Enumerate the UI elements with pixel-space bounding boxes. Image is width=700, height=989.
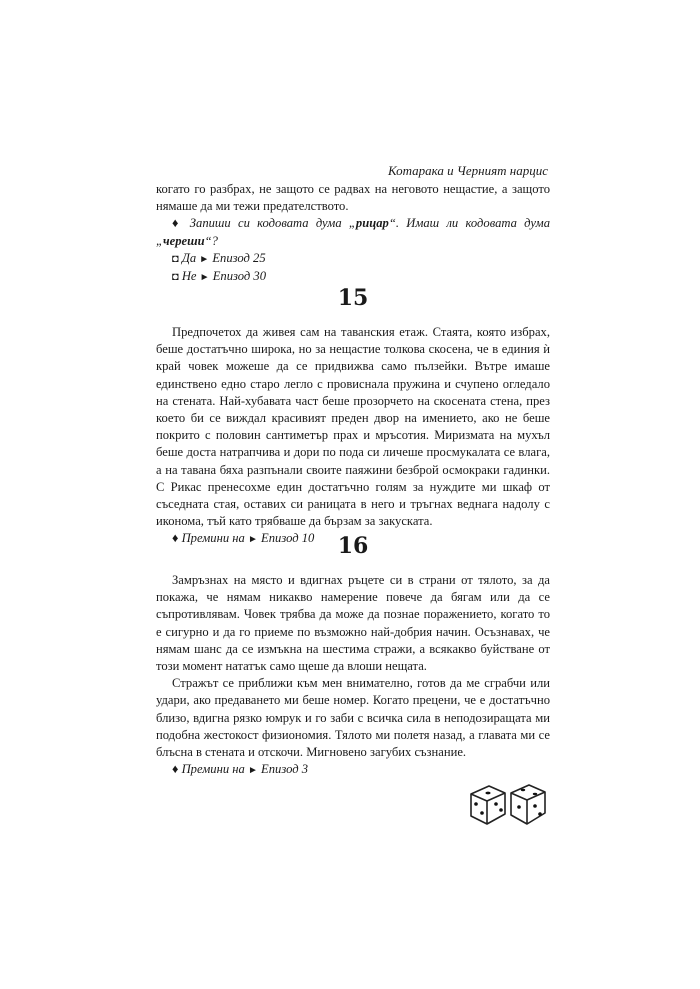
- paragraph-end: когато го разбрах, не защото се радвах на неговото нещастие, а защото нямаше да ми тежи предателството.: [156, 182, 550, 214]
- codeword-instruction: ♦ Запиши си кодовата дума „рицар“. Имаш ли кодовата дума „череши“?: [156, 216, 550, 248]
- episode-16-paragraph-1: Замръзнах на място и вдигнах ръцете си в страни от тялото, за да покажа, че нямам никакво намерение повече да бягам или да се съпротивлявам. Човек трябва да може да познае поражението, когато то е сигурно и да го приеме по възможно най-добрия начин. Осъзнавах, че нямам шанс да се измъкна на шестима стражи, а всякакво буйстване от този момент нататък само щеше да влоши нещата.: [156, 573, 550, 674]
- option-marker-icon: ◘: [172, 271, 179, 284]
- option-yes[interactable]: ◘ Да ► Епизод 25: [172, 250, 266, 265]
- code-word-knight: рицар: [355, 216, 389, 231]
- episode-number-16: 16: [337, 533, 369, 559]
- episode-16-body: [156, 572, 550, 779]
- arrow-right-icon: ►: [199, 253, 210, 265]
- episode-15-goto[interactable]: ♦ Премини на ► Епизод 10: [172, 531, 315, 546]
- option-no[interactable]: ◘ Не ► Епизод 30: [172, 269, 266, 284]
- option-marker-icon: ◘: [172, 252, 179, 265]
- arrow-right-icon: ►: [247, 534, 258, 546]
- arrow-right-icon: ►: [247, 765, 258, 777]
- episode-15-paragraph: Предпочетох да живея сам на таванския етаж. Стаята, която избрах, беше достатъчно широка, но за нещастие толкова скосена, че в единия ѝ край човек можеше да се придвижва само пълзейки. Вътре имаше единствено едно старо легло с провиснала пружина и счупено огледало на стената. Най-хубавата част беше прозорчето на скосената стена, през което би се виждал красивият преден двор на имението, ако не беше покрито с половин сантиметър прах и мръсотия. Миризмата на мухъл беше доста натрапчива и дори по пода си личеше просмукалата се влага, а на тавана бяха разпънали своите паяжини безброй осмокраки гадинки. С Рикас пренесохме един достатъчно голям за нуждите ми шкаф от съседната стая, оставих си раницата в него и тръгнах веднага надолу с иконома, тъй като трябваше да бързам за закуската.: [156, 325, 550, 529]
- arrow-right-icon: ►: [199, 272, 210, 284]
- episode-15: [156, 285, 550, 311]
- episode-16-paragraph-2: Стражът се приближи към мен внимателно, готов да ме сграбчи или удари, ако предаването ми беше номер. Когато прецени, че е достатъчно близо, вдигна рязко юмрук и го заби с всичка сила в неподозиращата ми подобна жестокост физиономия. Тялото ми полетя назад, а главата ми се блъсна в стената и отскочи. Мигновено загубих съзнание.: [156, 676, 550, 760]
- top-block: [156, 181, 550, 286]
- code-word-cherries: череши: [163, 233, 205, 248]
- episode-15-body: [156, 324, 550, 549]
- episode-16-goto[interactable]: ♦ Премини на ► Епизод 3: [172, 762, 309, 777]
- running-header: Котарака и Черният нарцис: [387, 163, 548, 178]
- dice-icon: [465, 780, 551, 830]
- episode-number-15: 15: [337, 285, 369, 311]
- episode-16: [156, 533, 550, 559]
